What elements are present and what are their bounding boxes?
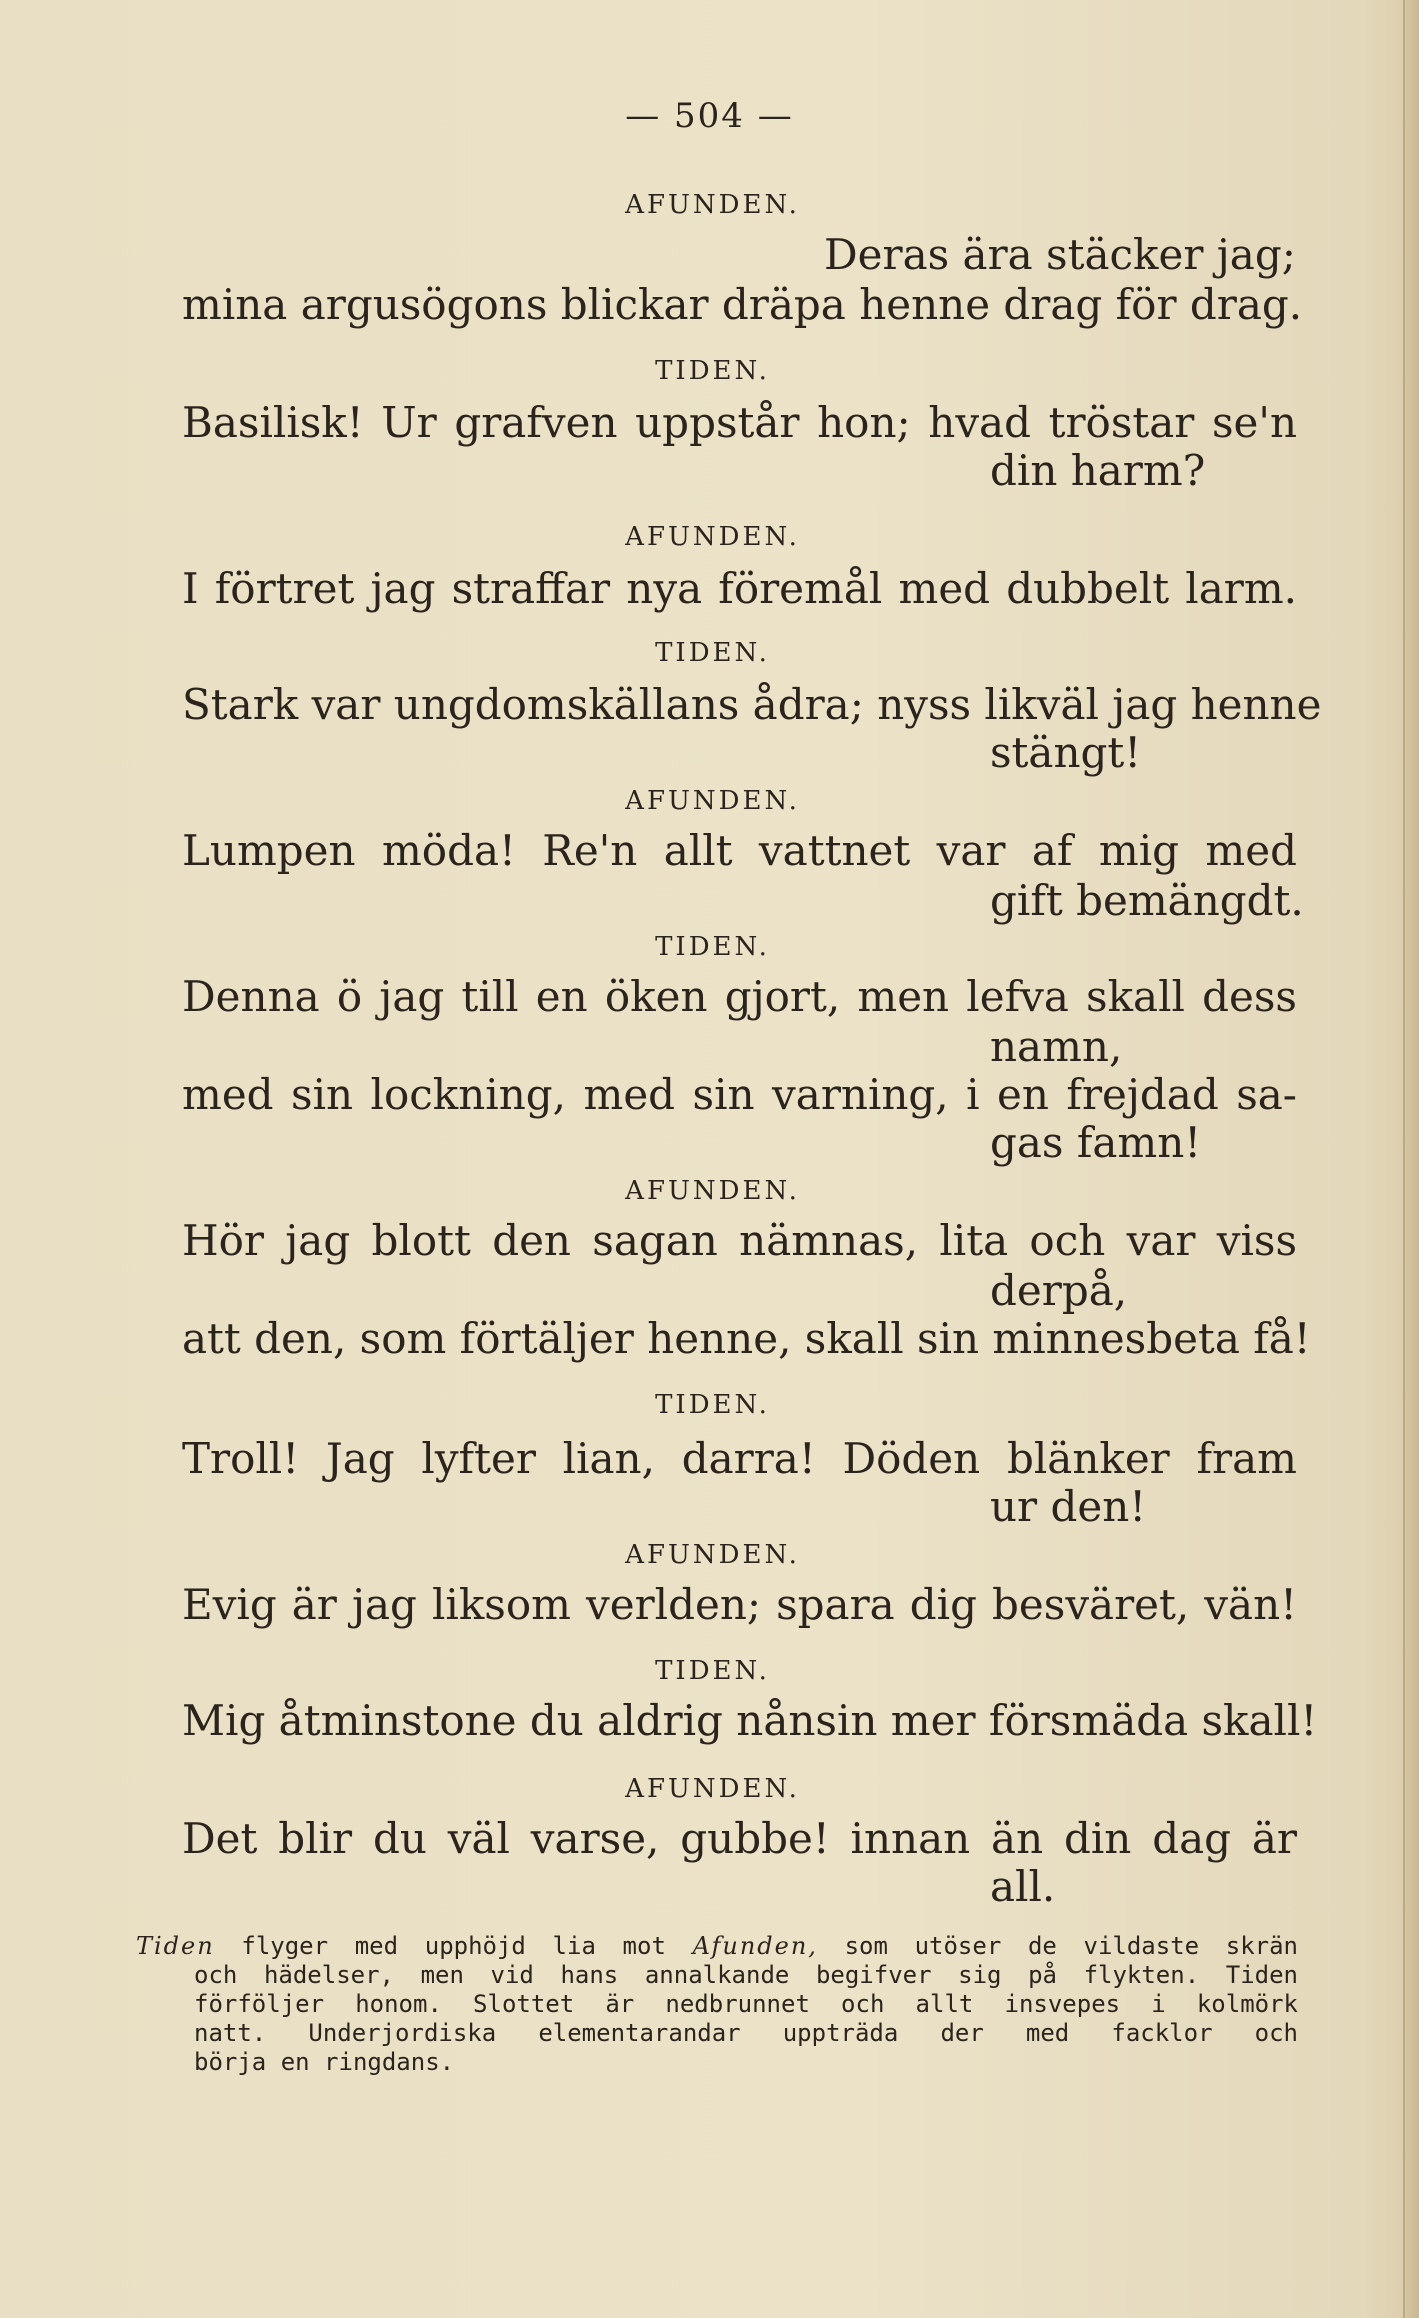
verse-line: Troll! Jag lyfter lian, darra! Döden blänker fram [182,1434,1297,1483]
verse-line: Denna ö jag till en öken gjort, men lefva skall dess [182,972,1297,1021]
verse-line: att den, som förtäljer henne, skall sin minnesbeta få! [182,1314,1311,1363]
speaker-label: TIDEN. [655,932,770,962]
speaker-label: AFUNDEN. [625,190,800,220]
verse-line: Mig åtminstone du aldrig nånsin mer försmäda skall! [182,1696,1318,1745]
verse-line: mina argusögons blickar dräpa henne drag för drag. [182,280,1303,329]
stage-direction-line: natt. Underjordiska elementarandar uppträda der med facklor och [194,2019,1298,2047]
verse-line-continuation: gift bemängdt. [990,876,1304,925]
verse-line: med sin lockning, med sin varning, i en frejdad sa- [182,1070,1297,1119]
verse-line-continuation: stängt! [990,728,1142,777]
verse-line: Deras ära stäcker jag; [824,230,1296,279]
verse-line-continuation: all. [990,1862,1056,1911]
page-edge [1403,0,1419,2318]
verse-line: Det blir du väl varse, gubbe! innan än din dag är [182,1814,1297,1863]
stage-direction-line: börja en ringdans. [194,2048,455,2076]
character-name: Tiden [136,1932,215,1960]
verse-line: Basilisk! Ur grafven uppstår hon; hvad tröstar se'n [182,398,1297,447]
verse-line: I förtret jag straffar nya föremål med dubbelt larm. [182,564,1297,613]
verse-line-continuation: ur den! [990,1482,1147,1531]
speaker-label: TIDEN. [655,1656,770,1686]
stage-direction-line [136,1932,1298,1961]
speaker-label: TIDEN. [655,356,770,386]
verse-line-continuation: gas famn! [990,1118,1202,1167]
speaker-label: AFUNDEN. [625,1540,800,1570]
verse-line: Evig är jag liksom verlden; spara dig besväret, vän! [182,1580,1297,1629]
stage-direction-line: förföljer honom. Slottet är nedbrunnet och allt insvepes i kolmörk [194,1990,1298,2018]
speaker-label: AFUNDEN. [625,1774,800,1804]
speaker-label: AFUNDEN. [625,1176,800,1206]
stage-direction-line: och hädelser, men vid hans annalkande begifver sig på flykten. Tiden [194,1961,1298,1989]
stage-direction [136,1932,1298,2077]
verse-line: Stark var ungdomskällans ådra; nyss likväl jag henne [182,680,1322,729]
verse-line-continuation: derpå, [990,1266,1128,1315]
stage-direction-text: som utöser de vildaste skrän [817,1932,1299,1960]
speaker-label: AFUNDEN. [625,522,800,552]
verse-line: Hör jag blott den sagan nämnas, lita och var viss [182,1216,1297,1265]
speaker-label: AFUNDEN. [625,786,800,816]
stage-direction-text: flyger med upphöjd lia mot [214,1932,693,1960]
speaker-label: TIDEN. [655,1390,770,1420]
character-name: Afunden, [692,1932,818,1960]
verse-line: Lumpen möda! Re'n allt vattnet var af mig med [182,826,1297,875]
speaker-label: TIDEN. [655,638,770,668]
page-number: — 504 — [625,96,794,136]
verse-line-continuation: namn, [990,1022,1123,1071]
verse-line-continuation: din harm? [990,446,1206,495]
